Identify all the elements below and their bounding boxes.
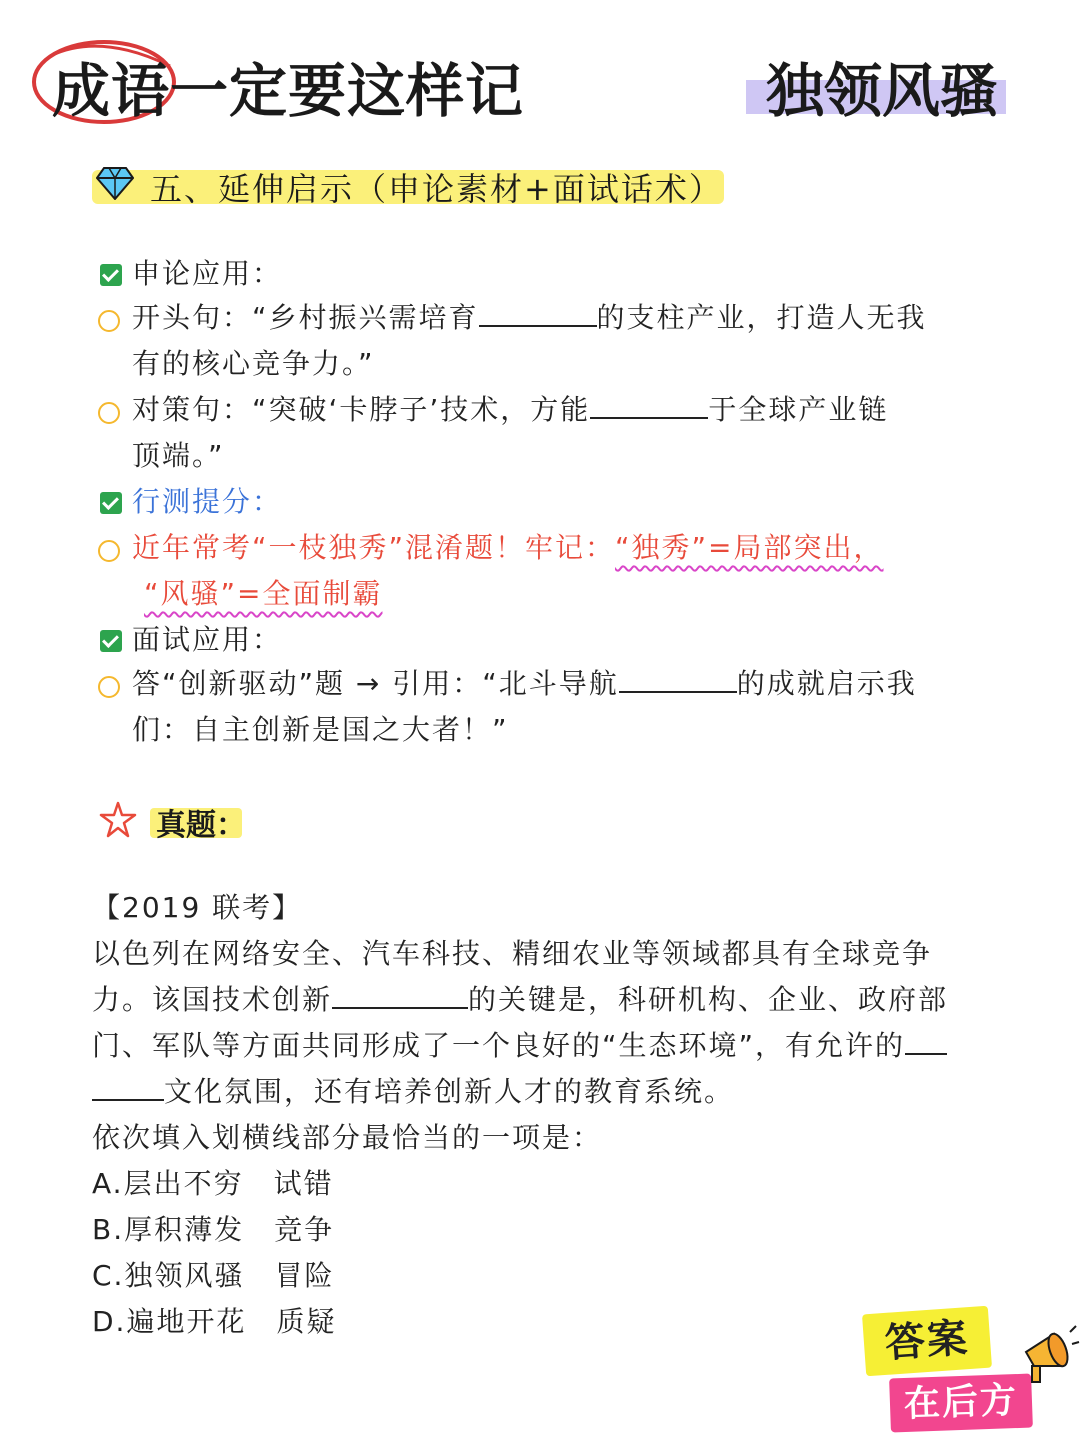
- option-c[interactable]: C.独领风骚 冒险: [92, 1259, 335, 1292]
- checkbox-icon: [100, 630, 122, 652]
- exam-line2-post: 的关键是，科研机构、企业、政府部: [468, 983, 949, 1016]
- circle-bullet-icon: [98, 540, 120, 562]
- option-b[interactable]: B.厚积薄发 竞争: [92, 1213, 335, 1246]
- exam-tip-emphasis-2: “风骚”=全面制霸: [144, 577, 383, 610]
- exam-question-line3: [92, 1028, 947, 1064]
- answer-later-badge: [889, 1374, 1033, 1433]
- checkbox-icon: [100, 264, 122, 286]
- exam-prompt: 依次填入划横线部分最恰当的一项是：: [92, 1121, 603, 1154]
- opening-text-pre: 开头句：“乡村振兴需培育: [132, 301, 479, 334]
- exam-question-line4: [92, 1074, 734, 1110]
- policy-text-post: 于全球产业链: [708, 393, 889, 426]
- answer-badge: [862, 1306, 992, 1377]
- circle-bullet-icon: [98, 676, 120, 698]
- circle-bullet-icon: [98, 402, 120, 424]
- interview-text-pre: 答“创新驱动”题 → 引用：“北斗导航: [132, 667, 619, 700]
- exam-tip: [132, 530, 884, 566]
- exam-line2-pre: 力。该国技术创新: [92, 983, 333, 1016]
- interview-text-post: 的成就启示我: [736, 667, 917, 700]
- policy-sentence: [132, 392, 888, 428]
- exam-heading: 真题：: [156, 808, 246, 843]
- diamond-icon: [96, 166, 134, 200]
- policy-text-pre: 对策句：“突破‘卡脖子’技术，方能: [132, 393, 591, 426]
- page-title: 成语一定要这样记: [52, 57, 525, 125]
- shenlun-label: 申论应用：: [132, 257, 283, 290]
- megaphone-icon: [1018, 1322, 1080, 1392]
- star-icon: [98, 800, 138, 840]
- answer-badge-text: 答案: [883, 1315, 971, 1367]
- interview-answer: [132, 666, 917, 702]
- option-d[interactable]: D.遍地开花 质疑: [92, 1305, 337, 1338]
- option-a[interactable]: A.层出不穷 试错: [92, 1167, 334, 1200]
- blank-line: [479, 301, 597, 327]
- blank-line: [619, 667, 737, 693]
- exam-tip-emphasis: “独秀”=局部突出，: [615, 531, 884, 564]
- exam-line4-text: 文化氛围，还有培养创新人才的教育系统。: [164, 1075, 735, 1108]
- blank-line: [590, 393, 708, 419]
- exam-question-line2: [92, 982, 948, 1018]
- xingce-label: 行测提分：: [132, 485, 283, 518]
- opening-text-post: 的支柱产业，打造人无我: [596, 301, 927, 334]
- circle-bullet-icon: [98, 310, 120, 332]
- exam-question-line1: 以色列在网络安全、汽车科技、精细农业等领域都具有全球竞争: [92, 937, 933, 970]
- interview-label: 面试应用：: [132, 623, 283, 656]
- exam-tip-line2: [144, 576, 382, 612]
- answer-later-text: 在后方: [903, 1380, 1019, 1425]
- section-title: 五、延伸启示（申论素材+面试话术）: [150, 170, 723, 208]
- blank-line: [905, 1029, 947, 1055]
- blank-line: [92, 1075, 164, 1101]
- interview-answer-line2: 们：自主创新是国之大者！”: [132, 713, 509, 746]
- exam-tip-pre: 近年常考“一枝独秀”混淆题！牢记：: [132, 531, 616, 564]
- policy-sentence-line2: 顶端。”: [132, 439, 225, 472]
- exam-source: 【2019 联考】: [92, 891, 303, 924]
- checkbox-icon: [100, 492, 122, 514]
- opening-sentence-line2: 有的核心竞争力。”: [132, 347, 375, 380]
- exam-line3-text: 门、军队等方面共同形成了一个良好的“生态环境”，有允许的: [92, 1029, 906, 1062]
- idiom-title: 独领风骚: [766, 57, 999, 125]
- opening-sentence: [132, 300, 927, 336]
- blank-line: [332, 983, 468, 1009]
